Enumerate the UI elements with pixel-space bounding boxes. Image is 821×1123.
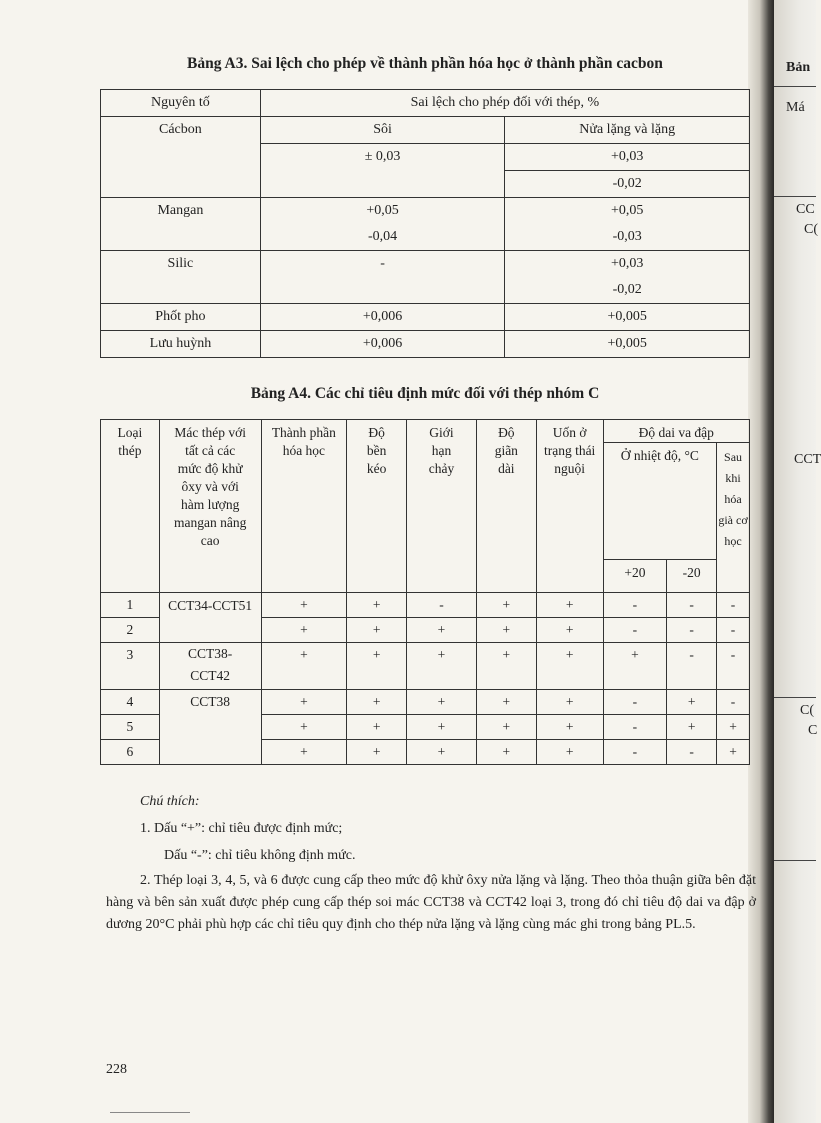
a4-cell: -	[603, 690, 667, 715]
a4-header-mac: Mác thép với tất cả các mức độ khử ôxy và với hàm lượng mangan nâng cao	[159, 420, 261, 593]
next-page-rule	[774, 86, 816, 87]
next-page-edge	[774, 0, 821, 1123]
a4-loai: 6	[101, 740, 160, 765]
a4-cell: +	[667, 715, 717, 740]
a3-cell: +0,006	[260, 304, 505, 331]
a4-cell: -	[667, 618, 717, 643]
a4-loai: 5	[101, 715, 160, 740]
note-1a: 1. Dấu “+”: chỉ tiêu được định mức;	[140, 821, 343, 836]
a4-header-nhiet-do: Ở nhiệt độ, °C	[603, 443, 717, 560]
table-a3	[100, 89, 750, 358]
table-a4-title: Bảng A4. Các chỉ tiêu định mức đối với thép nhóm C	[250, 385, 600, 402]
a4-header-do-gian: Độ giãn dài	[476, 420, 536, 593]
next-page-cell: C	[808, 723, 818, 738]
next-page-rule	[774, 196, 816, 197]
a4-cell: -	[603, 715, 667, 740]
a4-cell: +	[536, 740, 603, 765]
a4-header-sau-khi: Sau khi hóa già cơ học	[717, 443, 750, 593]
a4-header-loai: Loại thép	[101, 420, 160, 593]
a4-cell: -	[717, 593, 750, 618]
a3-cell: +0,005	[505, 331, 750, 358]
a4-cell: -	[667, 643, 717, 690]
a4-header-thanh-phan: Thành phần hóa học	[261, 420, 347, 593]
a4-loai: 2	[101, 618, 160, 643]
a4-cell: +	[347, 715, 407, 740]
a4-cell: +	[407, 643, 477, 690]
a3-element-mangan: Mangan	[101, 198, 261, 251]
a3-header-nua: Nửa lặng và lặng	[505, 117, 750, 144]
book-spine	[748, 0, 774, 1123]
next-page-cell: CCT	[794, 452, 821, 467]
a4-cell: -	[603, 618, 667, 643]
next-page-cell: C(	[800, 703, 814, 718]
a4-cell: -	[407, 593, 477, 618]
a4-cell: +	[717, 740, 750, 765]
a4-cell: +	[347, 740, 407, 765]
next-page-title: Bản	[786, 60, 811, 75]
a4-cell: +	[536, 618, 603, 643]
a3-cell-line: +0,03	[610, 256, 644, 271]
a4-cell: +	[603, 643, 667, 690]
a3-element-silic: Silic	[101, 251, 261, 304]
a4-cell: +	[476, 618, 536, 643]
a3-cell: +0,005	[505, 304, 750, 331]
a4-cell: +	[476, 643, 536, 690]
a4-cell: +	[407, 740, 477, 765]
a4-cell: -	[717, 643, 750, 690]
a4-cell: +	[407, 618, 477, 643]
a4-cell: +	[536, 715, 603, 740]
a4-loai: 4	[101, 690, 160, 715]
a4-header-plus20: +20	[603, 560, 667, 593]
notes-heading: Chú thích:	[140, 794, 200, 809]
a3-cell: +0,006	[260, 331, 505, 358]
a4-cell: +	[717, 715, 750, 740]
a3-cell-line: +0,05	[366, 203, 399, 218]
page-number: 228	[106, 1062, 127, 1077]
a4-cell: +	[261, 643, 347, 690]
a4-header-do-ben: Độ bền kéo	[347, 420, 407, 593]
a3-header-tolerance: Sai lệch cho phép đối với thép, %	[260, 90, 749, 117]
a4-cell: +	[476, 593, 536, 618]
a3-cell-line: -0,04	[367, 229, 398, 244]
a3-cell-line: -0,02	[612, 282, 642, 297]
a4-cell: -	[717, 690, 750, 715]
a3-cell-line: -0,03	[612, 229, 642, 244]
next-page-rule	[774, 697, 816, 698]
a4-cell: +	[261, 593, 347, 618]
a4-cell: +	[476, 690, 536, 715]
a4-mac-group: CCT38-CCT42	[159, 643, 261, 690]
a4-header-minus20: -20	[667, 560, 717, 593]
a3-cell-line: +0,05	[610, 203, 644, 218]
a4-cell: +	[261, 690, 347, 715]
a4-cell: +	[347, 690, 407, 715]
a4-loai: 1	[101, 593, 160, 618]
a4-cell: +	[347, 643, 407, 690]
a4-cell: +	[476, 715, 536, 740]
a4-cell: +	[261, 740, 347, 765]
a3-element-phosphorus: Phốt pho	[101, 304, 261, 331]
a4-cell: -	[603, 740, 667, 765]
a4-cell: +	[476, 740, 536, 765]
note-1b: Dấu “-”: chỉ tiêu không định mức.	[164, 848, 356, 863]
a4-cell: -	[667, 593, 717, 618]
a4-header-gioi-han: Giới hạn chảy	[407, 420, 477, 593]
a4-mac-group: CCT34-CCT51	[159, 593, 261, 643]
a3-cell	[505, 251, 750, 304]
a3-cell: -	[260, 251, 505, 304]
next-page-header: Má	[786, 100, 805, 115]
note-2: 2. Thép loại 3, 4, 5, và 6 được cung cấp theo mức độ khử ôxy nửa lặng và lặng. Theo thỏa thuận giữa bên đặt hàng và bên sản xuất được phép cung cấp thép soi mác CCT38 và CCT42 loại 3, trong đó chỉ tiêu độ dai va đập ở dương 20°C phải phù hợp các chỉ tiêu quy định cho thép nửa lặng và lặng cùng mác ghi trong bảng PL.5.	[106, 873, 756, 932]
a3-cell: ± 0,03	[260, 144, 505, 198]
a4-cell: +	[407, 715, 477, 740]
a3-cell	[505, 198, 750, 251]
a4-cell: +	[536, 643, 603, 690]
table-a4	[100, 419, 750, 765]
a4-cell: +	[261, 715, 347, 740]
a3-cell	[260, 198, 505, 251]
next-page-cell: C(	[804, 222, 818, 237]
a4-cell: -	[667, 740, 717, 765]
a4-cell: -	[717, 618, 750, 643]
a4-cell: -	[603, 593, 667, 618]
next-page-cell: CC	[796, 202, 815, 217]
a4-header-do-dai: Độ dai va đập	[603, 420, 749, 443]
table-a3-title: Bảng A3. Sai lệch cho phép về thành phần hóa học ở thành phần cacbon	[187, 55, 663, 72]
a4-mac-group: CCT38	[159, 690, 261, 765]
a3-element-sulfur: Lưu huỳnh	[101, 331, 261, 358]
a4-loai: 3	[101, 643, 160, 690]
a3-element-carbon: Cácbon	[101, 117, 261, 198]
a4-cell: +	[347, 593, 407, 618]
a4-cell: +	[667, 690, 717, 715]
a4-cell: +	[347, 618, 407, 643]
a3-cell: +0,03	[505, 144, 750, 171]
a3-header-soi: Sôi	[260, 117, 505, 144]
a4-cell: +	[536, 593, 603, 618]
a4-header-uon: Uốn ở trạng thái nguội	[536, 420, 603, 593]
footer-rule	[110, 1112, 190, 1113]
a3-header-element: Nguyên tố	[101, 90, 261, 117]
a4-cell: +	[261, 618, 347, 643]
a3-cell: -0,02	[505, 171, 750, 198]
a4-cell: +	[536, 690, 603, 715]
a4-cell: +	[407, 690, 477, 715]
